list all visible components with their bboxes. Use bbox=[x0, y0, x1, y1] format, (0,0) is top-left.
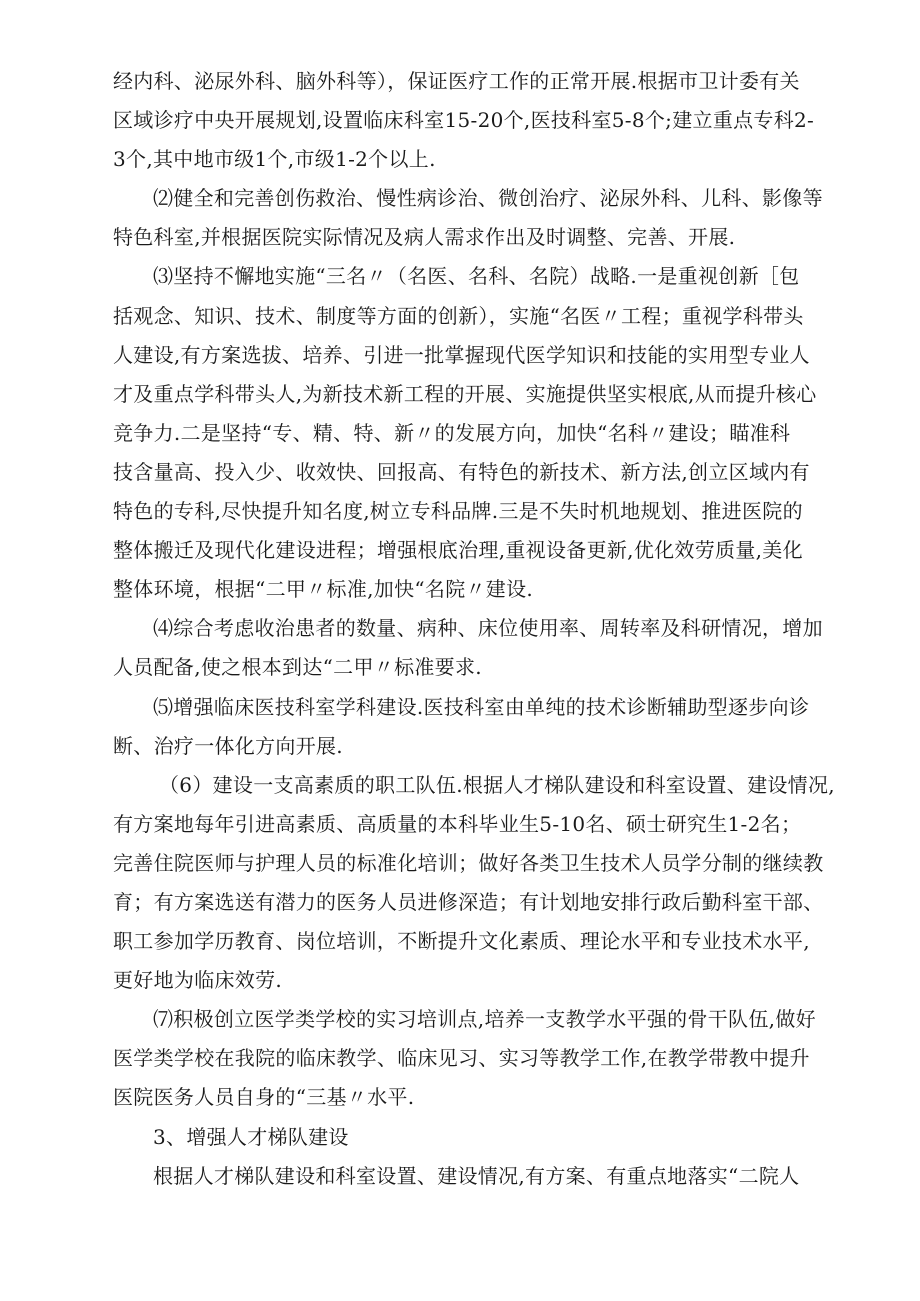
text-line: ⑺积极创立医学类学校的实习培训点,培养一支教学水平强的骨干队伍,做好 bbox=[153, 1007, 816, 1032]
document-page bbox=[113, 62, 835, 1196]
text-line: 人建设,有方案选拔、培养、引进一批掌握现代医学知识和技能的实用型专业人 bbox=[113, 342, 810, 367]
text-line: 职工参加学历教育、岗位培训，不断提升文化素质、理论水平和专业技术水平, bbox=[113, 929, 810, 954]
text-line: 断、治疗一体化方向开展. bbox=[113, 733, 343, 758]
text-line: 完善住院医师与护理人员的标准化培训；做好各类卫生技术人员学分制的继续教 bbox=[113, 850, 824, 875]
text-line: 育；有方案选送有潜力的医务人员进修深造；有计划地安排行政后勤科室干部、 bbox=[113, 889, 824, 914]
text-line: 整体搬迁及现代化建设进程；增强根底治理,重视设备更新,优化效劳质量,美化 bbox=[113, 538, 803, 563]
paragraph-item-7 bbox=[113, 1000, 825, 1117]
text-line: 3个,其中地市级1个,市级1-2个以上. bbox=[113, 147, 436, 172]
paragraph-heading-3 bbox=[113, 1118, 825, 1157]
paragraph-item-3 bbox=[113, 257, 825, 609]
text-line: 人员配备,使之根本到达“二甲〃标准要求. bbox=[113, 655, 482, 680]
text-line: 根据人才梯队建设和科室设置、建设情况,有方案、有重点地落实“二院人 bbox=[153, 1163, 800, 1188]
document-body bbox=[113, 62, 835, 1196]
text-line: 竞争力.二是坚持“专、精、特、新〃的发展方向，加快“名科〃建设；瞄准科 bbox=[113, 420, 791, 445]
paragraph-item-2 bbox=[113, 179, 825, 257]
paragraph-item-4 bbox=[113, 609, 825, 687]
text-line: ⑶坚持不懈地实施“三名〃（名医、名科、名院）战略.一是重视创新［包 bbox=[153, 264, 800, 289]
paragraph-continuation bbox=[113, 62, 825, 179]
text-line: 区域诊疗中央开展规划,设置临床科室15-20个,医技科室5-8个;建立重点专科2- bbox=[113, 108, 815, 133]
paragraph-item-6 bbox=[113, 766, 835, 1001]
text-line: 整体环境，根据“二甲〃标准,加快“名院〃建设. bbox=[113, 577, 534, 602]
text-line: 医学类学校在我院的临床教学、临床见习、实习等教学工作,在教学带教中提升 bbox=[113, 1046, 810, 1071]
text-line: 特色科室,并根据医院实际情况及病人需求作出及时调整、完善、开展. bbox=[113, 225, 736, 250]
text-line: 技含量高、投入少、收效快、回报高、有特色的新技术、新方法,创立区域内有 bbox=[113, 459, 810, 484]
paragraph-item-5 bbox=[113, 688, 825, 766]
text-line: ⑸增强临床医技科室学科建设.医技科室由单纯的技术诊断辅助型逐步向诊 bbox=[153, 694, 810, 719]
text-line: 才及重点学科带头人,为新技术新工程的开展、实施提供坚实根底,从而提升核心 bbox=[113, 381, 817, 406]
text-line: 括观念、知识、技术、制度等方面的创新），实施“名医〃工程；重视学科带头 bbox=[113, 303, 804, 328]
text-line: ⑵健全和完善创伤救治、慢性病诊治、微创治疗、泌尿外科、儿科、影像等 bbox=[153, 186, 823, 211]
text-line: 更好地为临床效劳. bbox=[113, 968, 283, 993]
text-line: 有方案地每年引进高素质、高质量的本科毕业生5-10名、硕士研究生1-2名； bbox=[113, 811, 802, 836]
text-line: 经内科、泌尿外科、脑外科等），保证医疗工作的正常开展.根据市卫计委有关 bbox=[113, 69, 800, 93]
text-line: 3、增强人才梯队建设 bbox=[153, 1124, 349, 1149]
text-line: 医院医务人员自身的“三基〃水平. bbox=[113, 1085, 415, 1110]
text-line: （6）建设一支高素质的职工队伍.根据人才梯队建设和科室设置、建设情况, bbox=[159, 772, 835, 797]
text-line: 特色的专科,尽快提升知名度,树立专科品牌.三是不失时机地规划、推进医院的 bbox=[113, 499, 803, 524]
text-line: ⑷综合考虑收治患者的数量、病种、床位使用率、周转率及科研情况，增加 bbox=[153, 616, 823, 641]
paragraph-section-3 bbox=[113, 1157, 825, 1196]
